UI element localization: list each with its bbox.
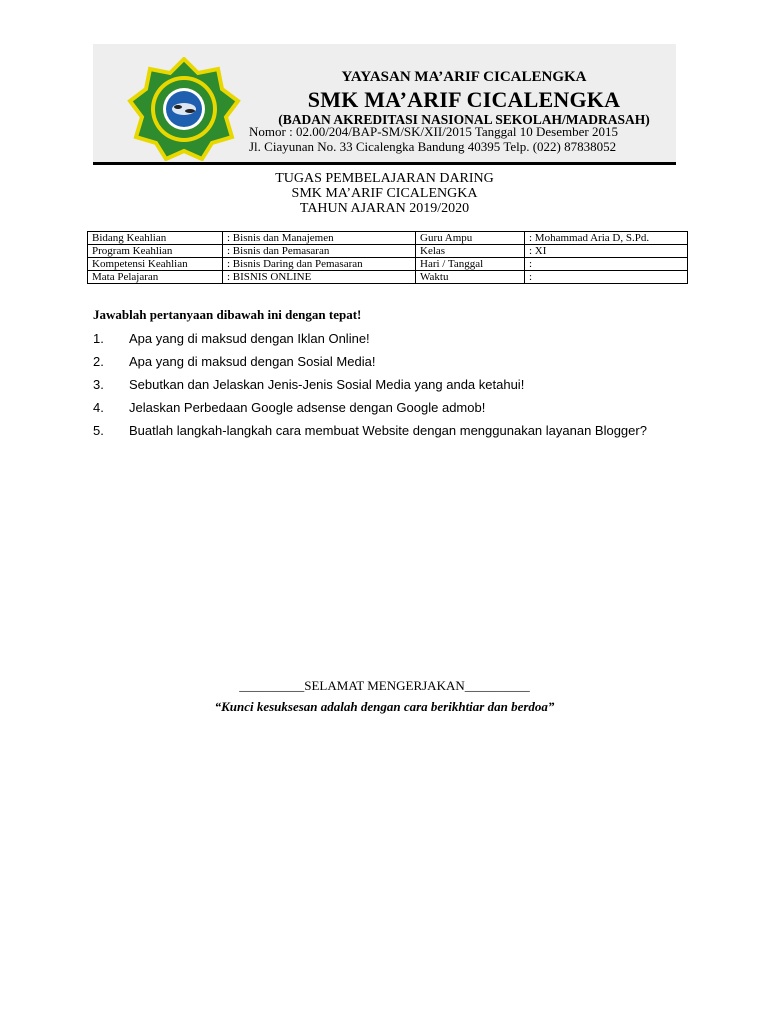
- school-name: SMK MA’ARIF CICALENGKA: [307, 87, 621, 112]
- question-text: Apa yang di maksud dengan Sosial Media!: [129, 354, 376, 369]
- field-label: Hari / Tanggal: [416, 258, 525, 271]
- question-number: 1.: [93, 331, 104, 346]
- field-label: Program Keahlian: [88, 245, 223, 258]
- closing-message: __________SELAMAT MENGERJAKAN__________: [239, 678, 530, 693]
- field-value: : BISNIS ONLINE: [223, 271, 416, 284]
- table-row: [88, 245, 688, 258]
- field-label: Waktu: [416, 271, 525, 284]
- table-row: [88, 271, 688, 284]
- field-value: : Bisnis Daring dan Pemasaran: [223, 258, 416, 271]
- question-text: Buatlah langkah-langkah cara membuat Website dengan menggunakan layanan Blogger?: [129, 423, 647, 438]
- field-value: :: [525, 271, 688, 284]
- table-row: [88, 232, 688, 245]
- header-divider: [93, 162, 676, 165]
- instruction-text: Jawablah pertanyaan dibawah ini dengan tepat!: [93, 307, 362, 322]
- school-address: Jl. Ciayunan No. 33 Cicalengka Bandung 40395 Telp. (022) 87838052: [249, 139, 617, 154]
- motivational-quote: “Kunci kesuksesan adalah dengan cara berikhtiar dan berdoa”: [214, 699, 555, 714]
- question-number: 5.: [93, 423, 104, 438]
- question-text: Jelaskan Perbedaan Google adsense dengan Google admob!: [129, 400, 486, 415]
- field-value: : XI: [525, 245, 688, 258]
- field-value: :: [525, 258, 688, 271]
- field-value: : Bisnis dan Manajemen: [223, 232, 416, 245]
- school-emblem-icon: [126, 57, 242, 161]
- field-label: Kelas: [416, 245, 525, 258]
- question-number: 2.: [93, 354, 104, 369]
- question-text: Apa yang di maksud dengan Iklan Online!: [129, 331, 370, 346]
- document-subtitle-school: SMK MA’ARIF CICALENGKA: [291, 186, 478, 201]
- question-number: 4.: [93, 400, 104, 415]
- field-label: Guru Ampu: [416, 232, 525, 245]
- question-text: Sebutkan dan Jelaskan Jenis-Jenis Sosial Media yang anda ketahui!: [129, 377, 525, 392]
- accreditation-line: (BADAN AKREDITASI NASIONAL SEKOLAH/MADRASAH): [278, 112, 650, 127]
- course-info-table: [87, 231, 688, 284]
- field-value: : Mohammad Aria D, S.Pd.: [525, 232, 688, 245]
- foundation-name: YAYASAN MA’ARIF CICALENGKA: [341, 69, 587, 85]
- field-label: Bidang Keahlian: [88, 232, 223, 245]
- table-row: [88, 258, 688, 271]
- document-title: TUGAS PEMBELAJARAN DARING: [275, 171, 494, 186]
- question-number: 3.: [93, 377, 104, 392]
- field-label: Kompetensi Keahlian: [88, 258, 223, 271]
- field-label: Mata Pelajaran: [88, 271, 223, 284]
- accreditation-number: Nomor : 02.00/204/BAP-SM/SK/XII/2015 Tanggal 10 Desember 2015: [249, 124, 618, 139]
- field-value: : Bisnis dan Pemasaran: [223, 245, 416, 258]
- document-subtitle-year: TAHUN AJARAN 2019/2020: [299, 201, 470, 216]
